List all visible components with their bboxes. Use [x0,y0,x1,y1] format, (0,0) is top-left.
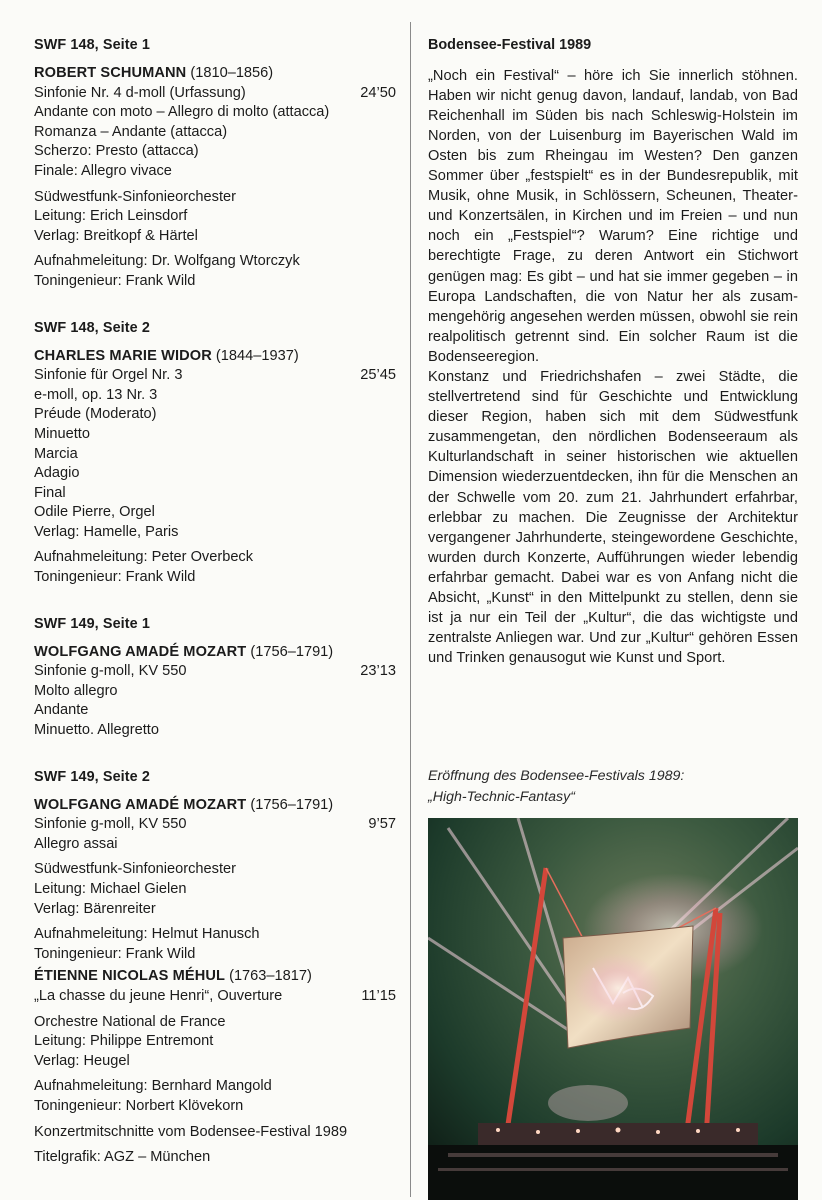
movement-line: Minuetto. Allegretto [34,722,159,739]
production-line: Aufnahmeleitung: Helmut Hanusch [34,926,260,943]
movement-line: e-moll, op. 13 Nr. 3 [34,386,158,403]
movement-line: Final [34,484,66,501]
composer-name: ROBERT SCHUMANN [34,65,187,81]
credit-line: Südwestfunk-Sinfonieorchester [34,861,236,878]
essay-title: Bodensee-Festival 1989 [428,37,592,53]
photo-caption [428,766,798,808]
duration: 23’13 [360,663,396,680]
composer-line [34,643,404,663]
composer-name: WOLFGANG AMADÉ MOZART [34,643,247,660]
credit-line: Leitung: Philippe Entremont [34,1033,214,1050]
movement-line: Finale: Allegro vivace [34,162,172,179]
production-line: Aufnahmeleitung: Bernhard Mangold [34,1078,272,1095]
credit-line: Verlag: Bärenreiter [34,900,156,917]
section-heading: SWF 149, Seite 1 [34,615,150,632]
essay-paragraph: Konstanz und Friedrichshafen – zwei Städte, die stellvertretend sind für Geschichte und Entwicklung dieser Region, haben sich mit dem Südwestfunk zusammengetan, den nördlichen Bodenseeraum als Kulturlandschaft in seiner historischen wie aktuellen Dimension wiederzuentdecken, ihn für die Menschen an der Schwelle vom 20. zum 21. Jahrhundert erfahrbar, erlebbar zu machen. Die Zeugnisse der Architektur vergangener Jahrhunderte, steingewordene Geschichte, wurden durch Konzerte, Aufführungen wieder lebendig erfahrbar gemacht. Dabei war es von Anfang nicht die Absicht, „Kunst“ in den Mittelpunkt zu stellen, denn sie ist ja nur ein Teil der „Kultur“, die das wichtigste und zentralste Anliegen war. Und zur „Kultur“ gehören Essen und Trinken genausogut wie Kunst und Sport. [428,369,798,667]
production-line: Toningenieur: Frank Wild [34,569,196,586]
caption-line: Eröffnung des Bodensee-Festivals 1989: [428,768,685,784]
credit-line: Verlag: Heugel [34,1052,130,1069]
credit-line: Leitung: Michael Gielen [34,881,187,897]
festival-laser-photo [428,818,798,1200]
work-title: Sinfonie g-moll, KV 550 [34,663,187,680]
movement-line: Romanza – Andante (attacca) [34,123,228,140]
composer-years: (1763–1817) [229,968,312,985]
movement-line: Marcia [34,445,78,462]
essay-paragraph: „Noch ein Festival“ – höre ich Sie innerlich stöhnen. Haben wir nicht genug davon, landauf, landab, von Bad Reichenhall im Süden bis nach Schleswig-Holstein im Norden, von der Luisenburg im Bayerischen Wald im Osten bis zum Rheingau im Westen? Den ganzen Sommer über „festspielt“ es in der Bundesrepublik, mit Musik, ohne Musik, in Schlössern, Scheunen, Theater- und Konzertsälen, in Kirchen und im Freien – und nun noch ein „Festspiel“? Warum? Eine richtige und berechtigte Frage, zu deren Antwort ein Stichwort genügen mag: Es gibt – und hat sie immer gegeben – in Europa Landschaften, die von Natur her als zusammengehörig angesehen werden müssen, obwohl sie rein realpolitisch getrennt sind. Ein solcher Raum ist die Bodenseeregion. [428,67,798,365]
duration: 24’50 [360,84,396,101]
composer-line [34,64,404,84]
essay-column [428,36,798,668]
tracklist-column [34,36,404,1168]
movement-line: Andante con moto – Allegro di molto (attacca) [34,104,330,121]
composer-line [34,796,404,816]
work-title: Sinfonie Nr. 4 d-moll (Urfassung) [34,84,246,101]
composer-name: CHARLES MARIE WIDOR [34,347,212,364]
credit-line: Verlag: Hamelle, Paris [34,523,179,540]
movement-line: Molto allegro [34,682,118,699]
work-line [34,662,404,682]
footer-note: Konzertmitschnitte vom Bodensee-Festival 1989 [34,1123,348,1140]
movement-line: Andante [34,702,89,719]
movement-line: Adagio [34,465,80,482]
work-line [34,987,404,1007]
work-title: Sinfonie g-moll, KV 550 [34,816,187,833]
work-line [34,366,404,386]
composer-years: (1810–1856) [190,65,274,81]
caption-line: „High-Technic-Fantasy“ [428,789,575,805]
section-heading: SWF 148, Seite 2 [34,319,150,336]
movement-line: Allegro assai [34,835,118,852]
production-line: Toningenieur: Frank Wild [34,272,196,289]
festival-photo-art [428,818,798,1200]
production-line: Toningenieur: Frank Wild [34,945,196,962]
production-line: Toningenieur: Norbert Klövekorn [34,1097,244,1114]
production-line: Aufnahmeleitung: Peter Overbeck [34,549,254,566]
duration: 9’57 [368,816,396,833]
composer-name: ÉTIENNE NICOLAS MÉHUL [34,968,226,985]
footer-credit: Titelgrafik: AGZ – München [34,1149,211,1166]
credit-line: Leitung: Erich Leinsdorf [34,208,188,225]
credit-line: Verlag: Breitkopf & Härtel [34,227,198,244]
work-line [34,815,404,835]
composer-years: (1756–1791) [250,643,334,660]
composer-years: (1844–1937) [215,347,299,364]
credit-line: Südwestfunk-Sinfonieorchester [34,188,236,205]
movement-line: Minuetto [34,425,90,442]
section-heading: SWF 149, Seite 2 [34,768,150,785]
movement-line: Préude (Moderato) [34,406,157,423]
section-heading: SWF 148, Seite 1 [34,37,150,53]
production-line: Aufnahmeleitung: Dr. Wolfgang Wtorczyk [34,253,300,270]
duration: 25’45 [360,367,396,384]
duration: 11’15 [361,987,396,1004]
credit-line: Odile Pierre, Orgel [34,504,155,521]
column-divider [410,22,411,1197]
credit-line: Orchestre National de France [34,1013,226,1030]
work-line [34,84,404,104]
composer-line [34,347,404,367]
composer-name: WOLFGANG AMADÉ MOZART [34,796,247,813]
composer-years: (1756–1791) [250,796,334,813]
composer-line [34,967,404,987]
work-title: Sinfonie für Orgel Nr. 3 [34,367,183,384]
movement-line: Scherzo: Presto (attacca) [34,143,199,160]
work-title: „La chasse du jeune Henri“, Ouverture [34,987,283,1004]
